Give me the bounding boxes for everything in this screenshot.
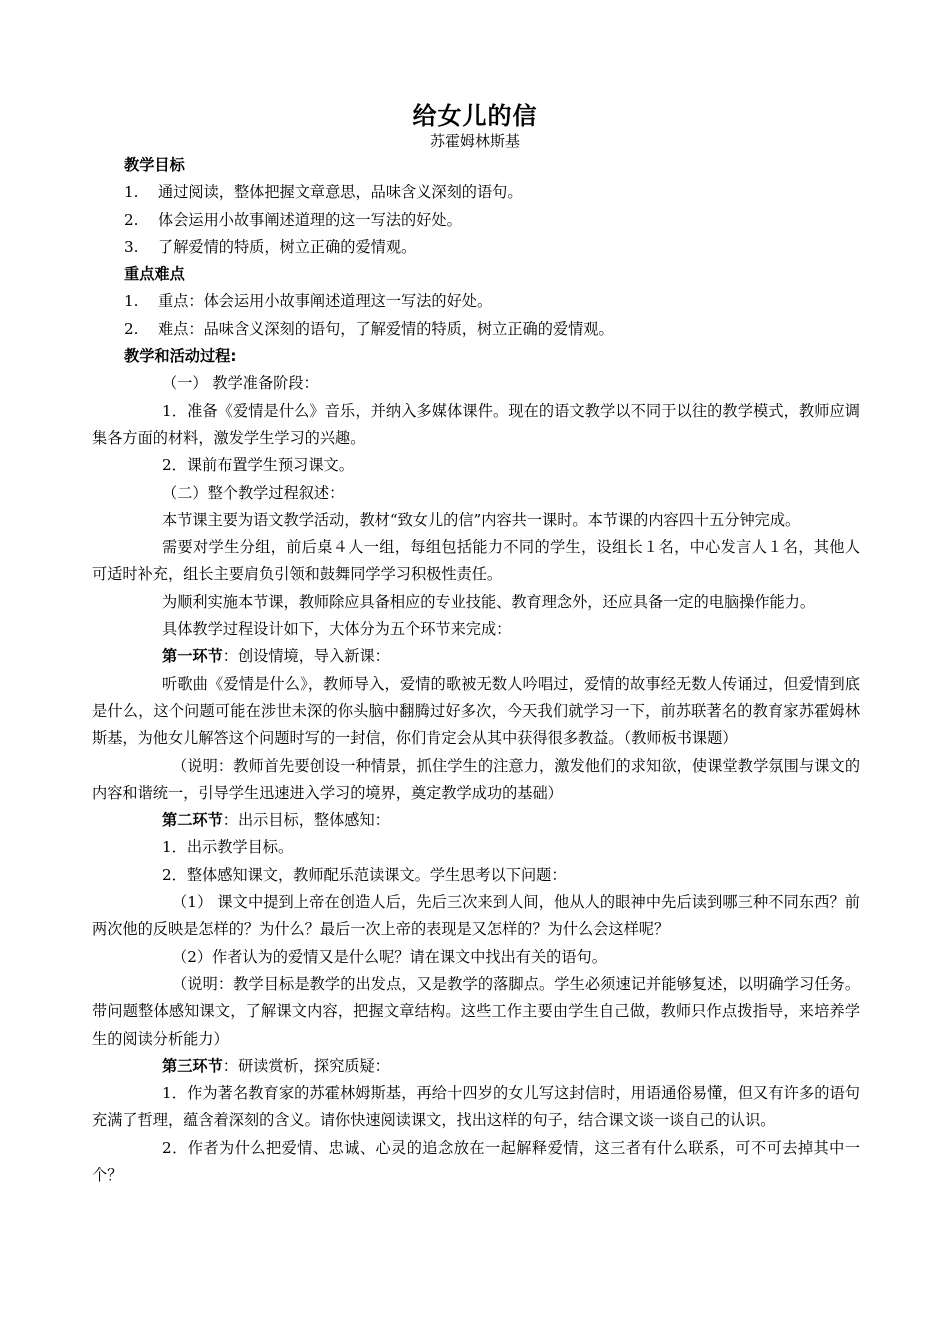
paragraph-prep-1: 1．准备《爱情是什么》音乐，并纳入多媒体课件。现在的语文教学以不同于以往的教学模式，教师应调集各方面的材料，激发学生学习的兴趣。 xyxy=(92,401,860,447)
objective-item: 3. 了解爱情的特质，树立正确的爱情观。 xyxy=(124,237,417,256)
document-author: 苏霍姆林斯基 xyxy=(429,132,520,150)
stage-heading-process: （二）整个教学过程叙述： xyxy=(162,483,345,502)
step-2-item-2: 2．整体感知课文，教师配乐范读课文。学生思考以下问题： xyxy=(162,865,567,884)
section-heading-key-points: 重点难点 xyxy=(124,265,185,284)
step-1-paragraph: 听歌曲《爱情是什么》，教师导入，爱情的歌被无数人吟唱过，爱情的故事经无数人传诵过，但爱情到底是什么，这个问题可能在涉世未深的你头脑中翻腾过好多次，今天我们就学习一下，前苏联著名的教育家苏霍姆林斯基，为他女儿解答这个问题时写的一封信，你们肯定会从其中获得很多教益。（教师板书课题） xyxy=(92,674,860,748)
section-heading-objectives: 教学目标 xyxy=(124,156,185,174)
paragraph-requirements: 为顺利实施本节课，教师除应具备相应的专业技能、教育理念外，还应具备一定的电脑操作能力。 xyxy=(162,592,816,611)
paragraph-prep-2: 2．课前布置学生预习课文。 xyxy=(162,456,354,475)
objective-item: 1. 通过阅读，整体把握文章意思，品味含义深刻的语句。 xyxy=(124,183,523,202)
paragraph-course-intro: 本节课主要为语文教学活动，教材“致女儿的信”内容共一课时。本节课的内容四十五分钟完成。 xyxy=(162,510,801,529)
step-1-note: （说明：教师首先要创设一种情景，抓住学生的注意力，激发他们的求知欲，使课堂教学氛围与课文的内容和谐统一，引导学生迅速进入学习的境界，奠定教学成功的基础） xyxy=(92,756,860,802)
paragraph-grouping: 需要对学生分组，前后桌４人一组，每组包括能力不同的学生，设组长１名，中心发言人１名，其他人可适时补充，组长主要肩负引领和鼓舞同学学习积极性责任。 xyxy=(92,538,860,584)
step-1-heading: 第一环节：创设情境，导入新课： xyxy=(162,647,390,666)
section-heading-process: 教学和活动过程: xyxy=(124,347,237,366)
step-3-item-2: 2．作者为什么把爱情、忠诚、心灵的追念放在一起解释爱情，这三者有什么联系，可不可去掉其中一个？ xyxy=(92,1138,860,1184)
step-2-note: （说明：教学目标是教学的出发点，又是教学的落脚点。学生必须速记并能够复述，以明确学习任务。带问题整体感知课文，了解课文内容，把握文章结构。这些工作主要由学生自己做，教师只作点拨指导，来培养学生的阅读分析能力） xyxy=(92,974,860,1048)
key-point-item: 1. 重点：体会运用小故事阐述道理这一写法的好处。 xyxy=(124,292,493,311)
document-body xyxy=(92,152,860,1189)
step-3-item-1: 1．作为著名教育家的苏霍林姆斯基，再给十四岁的女儿写这封信时，用语通俗易懂，但又有许多的语句充满了哲理，蕴含着深刻的含义。请你快速阅读课文，找出这样的句子，结合课文谈一谈自己的认识。 xyxy=(92,1084,860,1130)
step-2-question-1: （1） 课文中提到上帝在创造人后，先后三次来到人间，他从人的眼神中先后读到哪三种不同东西？前两次他的反映是怎样的？为什么？最后一次上帝的表现是又怎样的？为什么会这样呢？ xyxy=(92,893,860,939)
paragraph-design-overview: 具体教学过程设计如下，大体分为五个环节来完成： xyxy=(162,620,512,639)
key-point-item: 2. 难点：品味含义深刻的语句，了解爱情的特质，树立正确的爱情观。 xyxy=(124,319,614,338)
objective-item: 2. 体会运用小故事阐述道理的这一写法的好处。 xyxy=(124,210,462,229)
stage-heading-prep: （一） 教学准备阶段： xyxy=(162,374,319,393)
step-2-question-2: （2）作者认为的爱情又是什么呢？请在课文中找出有关的语句。 xyxy=(172,947,607,966)
step-2-item-1: 1．出示教学目标。 xyxy=(162,838,294,857)
step-3-heading: 第三环节：研读赏析，探究质疑： xyxy=(162,1056,390,1075)
step-2-heading: 第二环节：出示目标，整体感知： xyxy=(162,811,390,830)
document-title: 给女儿的信 xyxy=(412,102,538,130)
